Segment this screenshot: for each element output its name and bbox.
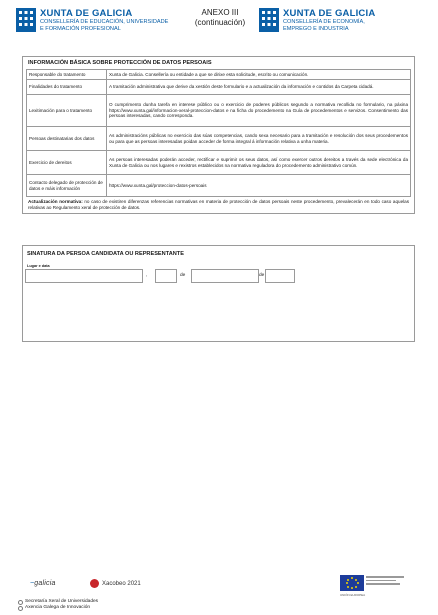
comma-separator: , [146, 273, 148, 278]
eu-flag-icon [340, 575, 364, 591]
de-separator: de [259, 273, 265, 278]
data-protection-title: INFORMACIÓN BÁSICA SOBRE PROTECCIÓN DE DATOS PERSOAIS [28, 60, 212, 66]
xunta-logo-right [259, 8, 375, 33]
xunta-shield-icon [16, 8, 36, 32]
galicia-swoosh-icon: ~ [30, 580, 35, 587]
logo-title: XUNTA DE GALICIA [283, 8, 376, 19]
row-value: https://www.xunta.gal/proteccion-datos-persoais [107, 175, 411, 197]
month-field[interactable] [191, 269, 259, 283]
table-row [27, 127, 411, 151]
row-label: Persoas destinatarias dos datos [27, 127, 107, 151]
bullet-circle-icon [18, 600, 23, 605]
logo-department-line: E FORMACIÓN PROFESIONAL [40, 26, 121, 32]
galicia-brand-logo [30, 580, 56, 587]
row-label: Responsable do tratamento [27, 70, 107, 80]
place-date-label: Lugar e data [27, 264, 50, 268]
unit-name: Axencia Galega de Innovación [25, 605, 91, 610]
row-label: Lexitimación para o tratamento [27, 95, 107, 127]
row-value: As administracións públicas no exercicio das súas competencias, cando sexa necesario para a tramitación e resolución dos seus procedementos ou para que as persoas interesadas poidan acceder de forma integral á información relativa a unha materia. [107, 127, 411, 151]
table-row [27, 80, 411, 95]
xacobeo-logo [90, 579, 141, 588]
unit-list [18, 599, 98, 611]
data-protection-section [22, 56, 415, 214]
row-label: Exercicio de dereitos [27, 151, 107, 175]
list-item [18, 605, 98, 611]
row-value: O cumprimento dunha tarefa en interese público ou o exercicio de poderes públicos segundo a normativa recollida no formulario, na páxina https://www.xunta.gal/informacion-xeral-proteccion-datos e na ficha do procedemento na Guía de procedementos e servizos. Consentimento das persoas interesadas, cando corresponda. [107, 95, 411, 127]
bullet-circle-icon [18, 606, 23, 611]
logo-department-line: CONSELLERÍA DE EDUCACIÓN, UNIVERSIDADE [40, 19, 169, 25]
regulatory-update-label: Actualización normativa: [28, 199, 83, 204]
row-label: Contacto delegado de protección de datos e máis información [27, 175, 107, 197]
eu-logo [340, 575, 404, 597]
xunta-logo-left [16, 8, 168, 33]
year-field[interactable] [265, 269, 295, 283]
xacobeo-wordmark: Xacobeo 2021 [102, 580, 141, 587]
document-header [16, 8, 422, 54]
eu-fund-text-lines [366, 576, 404, 585]
row-label: Finalidades do tratamento [27, 80, 107, 95]
row-value: A tramitación administrativa que derive da xestión deste formulario e a actualización da información e contidos da Carpeta cidadá. [107, 80, 411, 95]
regulatory-update-text: no caso de existiren diferenzas referencias normativas en materia de protección de datos persoais neste procedemento, prevalecerán en todo caso aquelas relativas ao Regulamento xeral de protección de datos. [28, 199, 410, 210]
table-row [27, 95, 411, 127]
signature-section [22, 245, 415, 342]
row-value: Xunta de Galicia. Consellería ou entidade a que se dirixe esta solicitude, escrito ou comunicación. [107, 70, 411, 80]
table-row [27, 70, 411, 80]
xunta-shield-icon [259, 8, 279, 32]
de-separator: de [180, 273, 186, 278]
row-value: As persoas interesadas poderán acceder, rectificar e suprimir os seus datos, así como exercer outros dereitos a través da sede electrónica da Xunta de Galicia ou nos lugares e rexistros establecidos na normativa reguladora do procedemento administrativo común. [107, 151, 411, 175]
logo-department-line: EMPREGO E INDUSTRIA [283, 26, 349, 32]
annex-title: ANEXO III [201, 8, 239, 17]
unit-name: Secretaría Xeral de Universidades [25, 599, 99, 604]
table-row [27, 151, 411, 175]
day-field[interactable] [155, 269, 177, 283]
logo-title: XUNTA DE GALICIA [40, 8, 133, 19]
table-row [27, 175, 411, 197]
regulatory-update-note [26, 197, 411, 210]
place-field[interactable] [25, 269, 143, 283]
annex-label [190, 8, 250, 28]
data-protection-table [26, 69, 411, 197]
galicia-wordmark: galicia [34, 580, 56, 587]
document-footer [18, 575, 418, 611]
annex-subtitle: (continuación) [194, 18, 246, 27]
signature-title: SINATURA DA PERSOA CANDIDATA OU REPRESENTANTE [27, 251, 184, 257]
xacobeo-emblem-icon [90, 579, 99, 588]
eu-caption: UNIÓN EUROPEA [340, 593, 366, 597]
logo-department-line: CONSELLERÍA DE ECONOMÍA, [283, 19, 365, 25]
